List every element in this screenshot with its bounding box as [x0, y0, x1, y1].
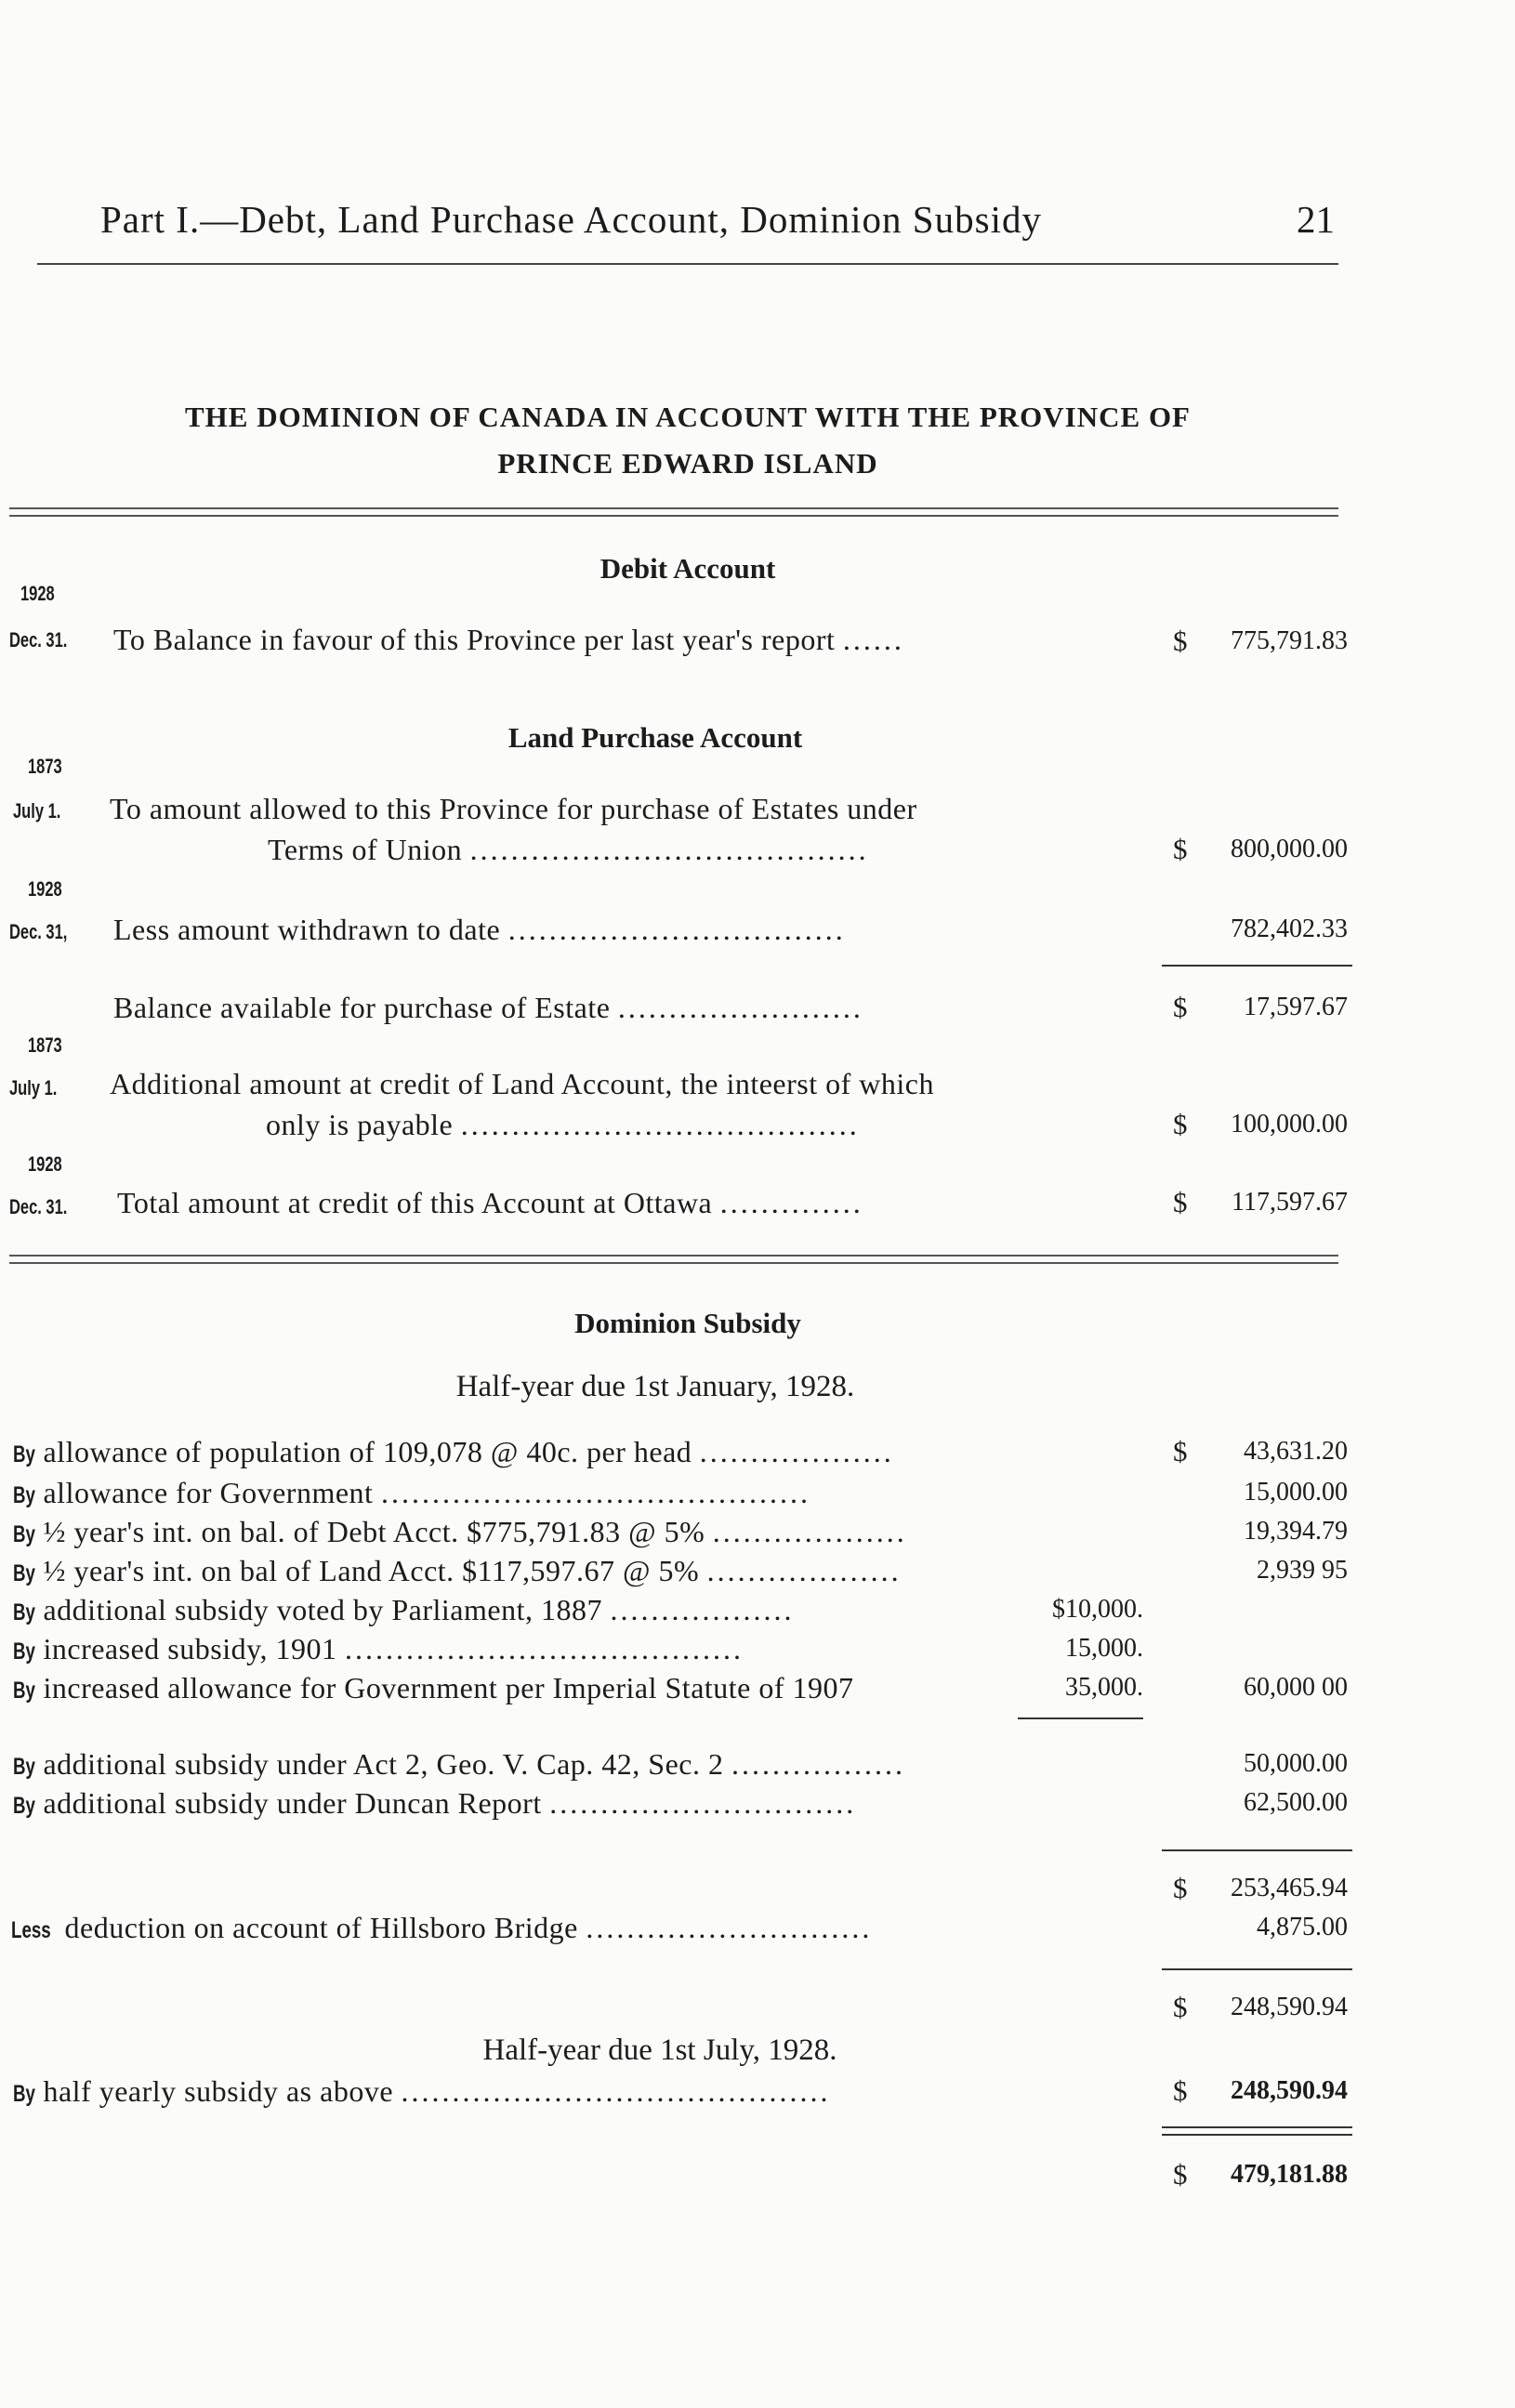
subsidy-row: By allowance of population of 109,078 @ 40c. per head ................... [13, 1435, 894, 1468]
section-rule [9, 515, 1338, 517]
debit-description: To Balance in favour of this Province per last year's report ...... [113, 623, 904, 656]
land-r3-currency: $ [1173, 991, 1188, 1023]
land-r4-date: July 1. [9, 1076, 58, 1099]
half-year-currency: $ [1173, 2074, 1188, 2107]
land-r1-text2: Terms of Union ....................................... [268, 833, 869, 866]
land-r5-text: Total amount at credit of this Account at Ottawa .............. [117, 1186, 863, 1219]
subsidy-row-amount: 43,631.20 [1244, 1437, 1348, 1466]
title-line-2: PRINCE EDWARD ISLAND [497, 447, 878, 480]
land-r2-text: Less amount withdrawn to date ................................. [113, 913, 846, 946]
land-r1-year: 1873 [28, 755, 62, 778]
subsidy-group-row: By additional subsidy voted by Parliament, 1887 .................. [13, 1593, 795, 1626]
section-rule [9, 1262, 1338, 1264]
land-r5-amount: 117,597.67 [1232, 1188, 1348, 1217]
sum-rule [1162, 1849, 1352, 1851]
header-rule [37, 263, 1338, 265]
debit-year: 1928 [20, 582, 55, 605]
land-r2-date: Dec. 31, [9, 920, 68, 943]
land-r1-amount: 800,000.00 [1231, 835, 1348, 863]
land-r5-year: 1928 [28, 1152, 62, 1176]
subsidy-heading: Dominion Subsidy [574, 1307, 801, 1339]
land-r4-currency: $ [1173, 1108, 1188, 1140]
subsidy-row: By additional subsidy under Act 2, Geo. V. Cap. 42, Sec. 2 ................. [13, 1747, 905, 1781]
land-r1-date: July 1. [13, 799, 61, 822]
land-r4-amount: 100,000.00 [1231, 1110, 1348, 1138]
less-row: Less deduction on account of Hillsboro Bridge ............................ [11, 1911, 873, 1944]
debit-currency: $ [1173, 625, 1188, 657]
subsidy-row-amount: 15,000.00 [1244, 1478, 1348, 1507]
page-header-title: Part I.—Debt, Land Purchase Account, Dominion Subsidy [100, 198, 1042, 241]
subsidy-row: By allowance for Government .......................................... [13, 1476, 810, 1509]
subsidy-group-amount: $10,000. [1052, 1595, 1143, 1624]
half-year-july: Half-year due 1st July, 1928. [482, 2033, 837, 2067]
land-r4-year: 1873 [28, 1033, 62, 1057]
document-title [37, 394, 1338, 487]
section-rule [9, 507, 1338, 509]
subsidy-group-row: By increased allowance for Government per Imperial Statute of 1907 [13, 1671, 854, 1704]
subtotal1-amount: 253,465.94 [1231, 1874, 1348, 1902]
page-number: 21 [1297, 198, 1335, 241]
debit-amount: 775,791.83 [1231, 626, 1348, 655]
subsidy-group-amount: 35,000. [1065, 1673, 1143, 1702]
land-r4-text1: Additional amount at credit of Land Account, the inteerst of which [110, 1067, 934, 1100]
half-year-january: Half-year due 1st January, 1928. [455, 1370, 855, 1403]
subtotal2-currency: $ [1173, 1991, 1188, 2023]
debit-heading: Debit Account [599, 552, 776, 585]
total-amount: 479,181.88 [1231, 2160, 1348, 2189]
subsidy-row: By ½ year's int. on bal of Land Acct. $117,597.67 @ 5% ................... [13, 1554, 902, 1587]
land-heading: Land Purchase Account [507, 721, 803, 754]
subsidy-row: By additional subsidy under Duncan Report .............................. [13, 1786, 857, 1820]
debit-date: Dec. 31. [9, 628, 68, 651]
subsidy-row-currency: $ [1173, 1435, 1188, 1467]
land-r2-year: 1928 [28, 877, 62, 901]
subsidy-row: By ½ year's int. on bal. of Debt Acct. $775,791.83 @ 5% ................... [13, 1515, 907, 1548]
subtotal1-currency: $ [1173, 1872, 1188, 1904]
subsidy-row-amount: 19,394.79 [1244, 1517, 1348, 1546]
total-currency: $ [1173, 2158, 1188, 2191]
half-year-amount: 248,590.94 [1231, 2076, 1348, 2105]
sum-rule [1162, 2126, 1352, 2128]
section-rule [9, 1255, 1338, 1257]
land-r3-amount: 17,597.67 [1244, 993, 1348, 1021]
subsidy-group-amount: 15,000. [1065, 1634, 1143, 1663]
sum-rule [1018, 1717, 1143, 1719]
land-r4-text2: only is payable ....................................... [266, 1108, 860, 1141]
land-r3-text: Balance available for purchase of Estate ........................ [113, 991, 863, 1024]
subsidy-group-total: 60,000 00 [1244, 1673, 1348, 1702]
land-r2-amount: 782,402.33 [1231, 915, 1348, 943]
land-r5-currency: $ [1173, 1186, 1188, 1218]
subsidy-row-amount: 62,500.00 [1244, 1788, 1348, 1817]
sum-rule [1162, 2134, 1352, 2136]
title-line-1: THE DOMINION OF CANADA IN ACCOUNT WITH THE PROVINCE OF [185, 401, 1191, 433]
sum-rule [1162, 1968, 1352, 1970]
subsidy-row-amount: 50,000.00 [1244, 1749, 1348, 1778]
sum-rule [1162, 965, 1352, 967]
land-r1-currency: $ [1173, 833, 1188, 865]
land-r5-date: Dec. 31. [9, 1195, 68, 1218]
land-r1-text1: To amount allowed to this Province for purchase of Estates under [110, 792, 917, 825]
less-amount: 4,875.00 [1257, 1913, 1348, 1941]
half-year-row: By half yearly subsidy as above .......................................... [13, 2074, 831, 2108]
subsidy-group-row: By increased subsidy, 1901 ....................................... [13, 1632, 744, 1665]
subtotal2-amount: 248,590.94 [1231, 1993, 1348, 2021]
subsidy-row-amount: 2,939 95 [1257, 1556, 1348, 1585]
